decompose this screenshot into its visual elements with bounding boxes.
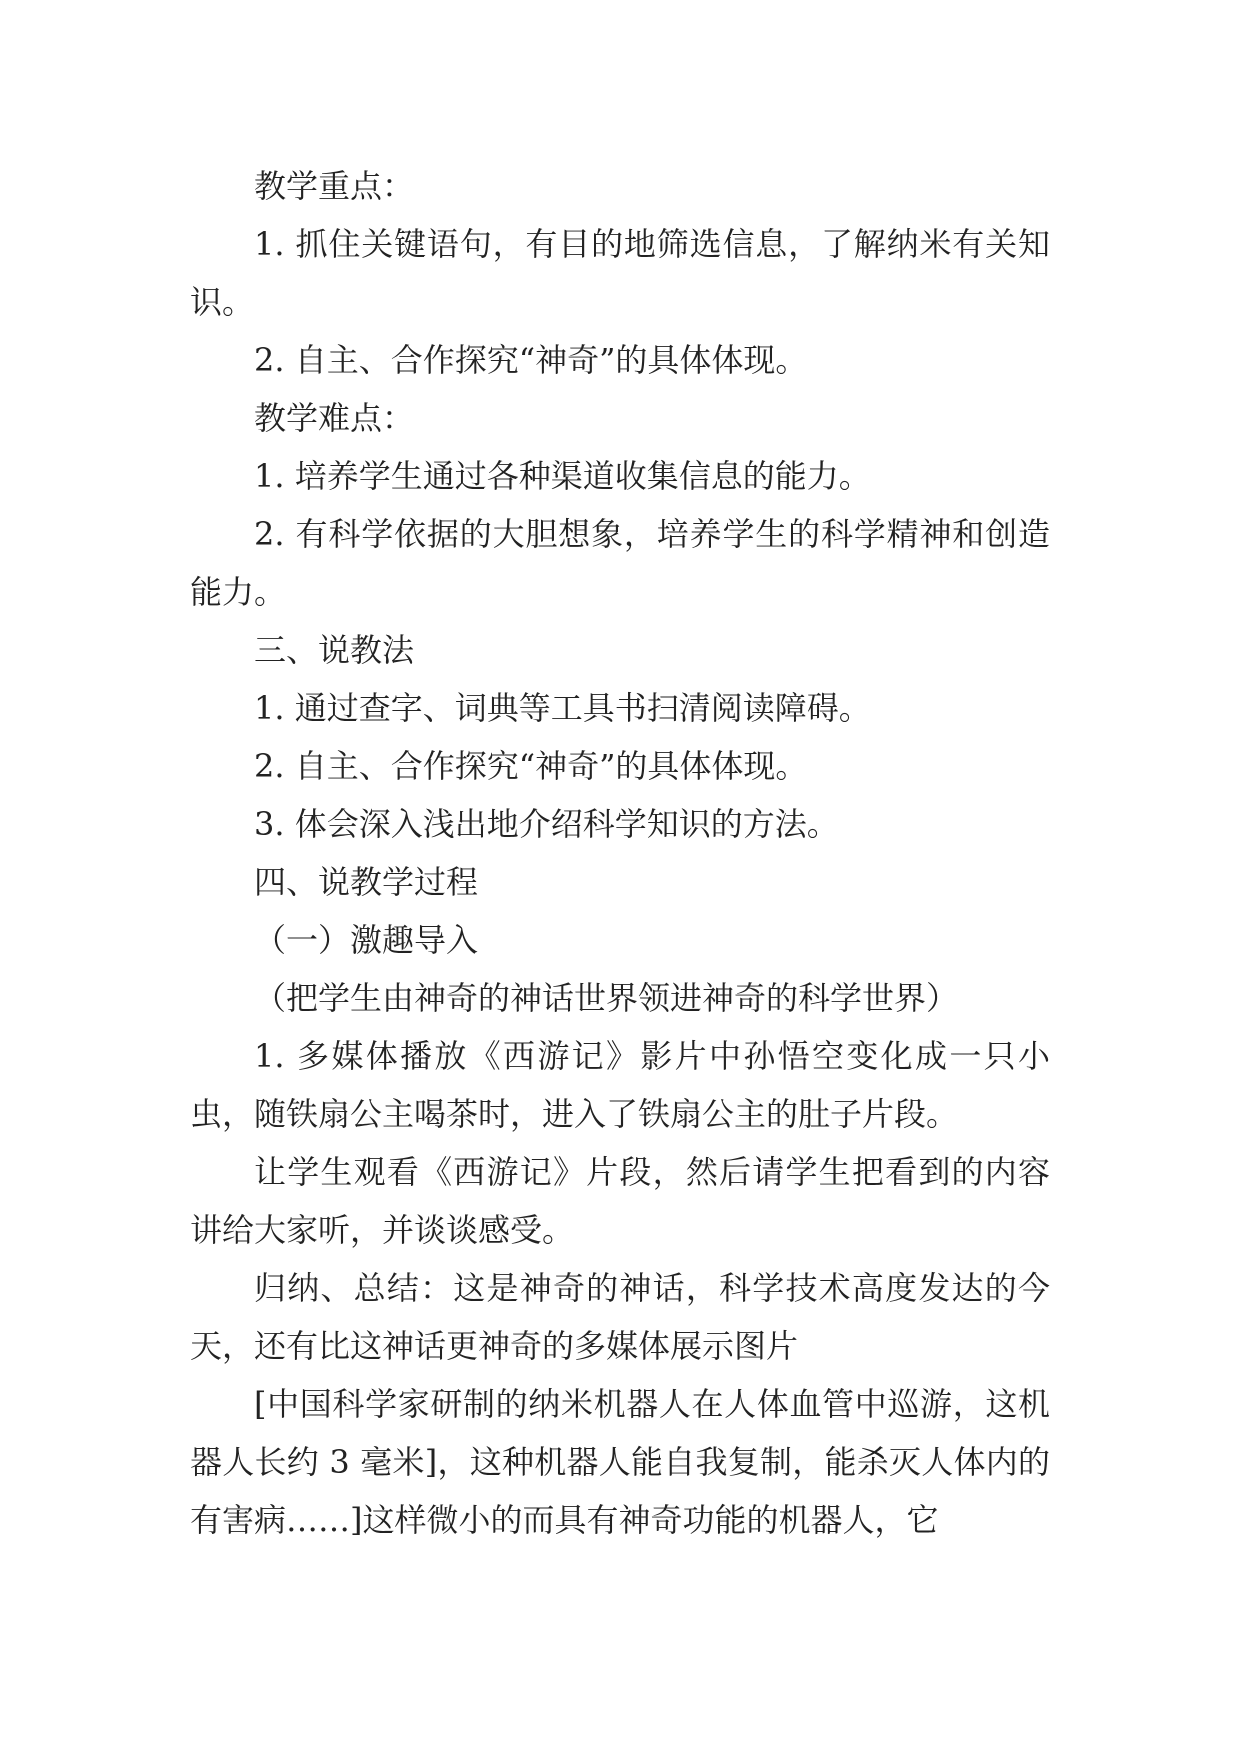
paragraph: 归纳、总结：这是神奇的神话，科学技术高度发达的今天，还有比这神话更神奇的多媒体展示图片 [190,1269,1050,1365]
paragraph: 1. 多媒体播放《西游记》影片中孙悟空变化成一只小虫，随铁扇公主喝茶时，进入了铁扇公主的肚子片段。 [190,1037,1050,1133]
paragraph: [中国科学家研制的纳米机器人在人体血管中巡游，这机器人长约 3 毫米]，这种机器人能自我复制，能杀灭人体内的有害病……]这样微小的而具有神奇功能的机器人，它 [190,1385,1050,1539]
list-item: 2. 自主、合作探究“神奇”的具体体现。 [254,747,808,785]
list-item: 2. 自主、合作探究“神奇”的具体体现。 [254,341,808,379]
list-item: 2. 有科学依据的大胆想象，培养学生的科学精神和创造能力。 [190,515,1050,611]
section-heading-teaching-method: 三、说教法 [254,631,415,669]
paragraph: （把学生由神奇的神话世界领进神奇的科学世界） [254,979,959,1017]
subsection-heading-intro: （一）激趣导入 [254,921,479,959]
list-item: 1. 培养学生通过各种渠道收集信息的能力。 [254,457,871,495]
list-item: 1. 通过查字、词典等工具书扫清阅读障碍。 [254,689,871,727]
section-heading-teaching-process: 四、说教学过程 [254,863,479,901]
heading-teaching-difficulty: 教学难点： [254,399,415,437]
paragraph: 让学生观看《西游记》片段，然后请学生把看到的内容讲给大家听，并谈谈感受。 [190,1153,1050,1249]
list-item: 1. 抓住关键语句，有目的地筛选信息，了解纳米有关知识。 [190,225,1050,321]
heading-teaching-focus: 教学重点： [254,167,415,205]
document-body [190,157,1050,1549]
list-item: 3. 体会深入浅出地介绍科学知识的方法。 [254,805,839,843]
